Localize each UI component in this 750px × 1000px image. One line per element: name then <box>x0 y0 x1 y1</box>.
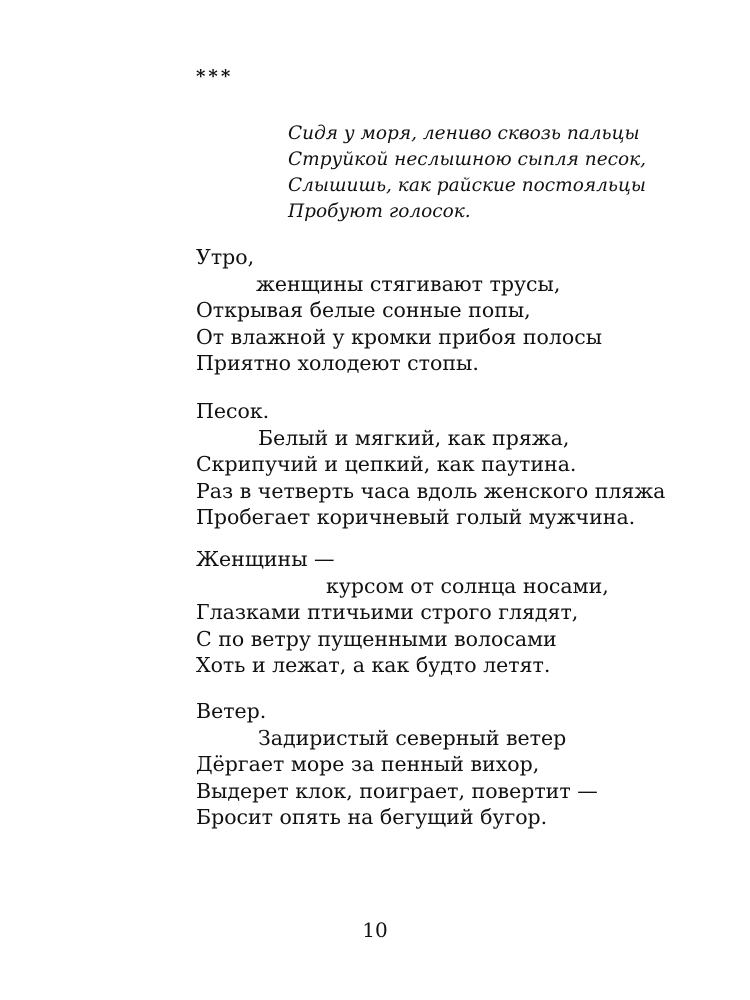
poem-line: Приятно холодеют стопы. <box>196 351 479 375</box>
stanza-women <box>196 546 609 679</box>
section-separator: *** <box>196 66 234 87</box>
poem-line: Выдерет клок, поиграет, повертит — <box>196 778 598 803</box>
poem-line: Задиристый северный ветер <box>258 725 567 750</box>
poem-line: От влажной у кромки прибоя полосы <box>196 324 603 349</box>
poem-line: Женщины — <box>196 547 335 571</box>
stanza-sand <box>196 398 665 531</box>
poem-line: Раз в четверть часа вдоль женского пляжа <box>196 478 666 503</box>
epigraph-line: Слышишь, как райские постояльцы <box>288 175 646 196</box>
page-number: 10 <box>362 918 388 942</box>
stanza-wind <box>196 698 598 831</box>
epigraph-line: Пробуют голосок. <box>288 201 471 222</box>
poem-line: Скрипучий и цепкий, как паутина. <box>196 452 577 476</box>
poem-line: Открывая белые сонные попы, <box>196 298 531 322</box>
epigraph-line: Струйкой неслышною сыпля песок, <box>288 149 647 170</box>
poem-line: Пробегает коричневый голый мужчина. <box>196 505 636 529</box>
epigraph-line: Сидя у моря, лениво сквозь пальцы <box>288 123 640 144</box>
poem-line: женщины стягивают трусы, <box>256 271 561 296</box>
poem-line: Глазками птичьими строго глядят, <box>196 600 579 624</box>
stanza-morning <box>196 244 602 377</box>
poem-line: Дёргает море за пенный вихор, <box>196 752 540 776</box>
epigraph <box>288 121 646 225</box>
poem-line: курсом от солнца носами, <box>326 573 609 598</box>
poem-line: Хоть и лежат, а как будто летят. <box>196 653 551 677</box>
poem-line: С по ветру пущенными волосами <box>196 626 557 651</box>
poem-line: Ветер. <box>196 699 267 723</box>
poem-line: Бросит опять на бегущий бугор. <box>196 805 548 829</box>
poem-line: Утро, <box>196 245 255 269</box>
poem-line: Песок. <box>196 399 270 423</box>
poem-line: Белый и мягкий, как пряжа, <box>258 425 570 450</box>
